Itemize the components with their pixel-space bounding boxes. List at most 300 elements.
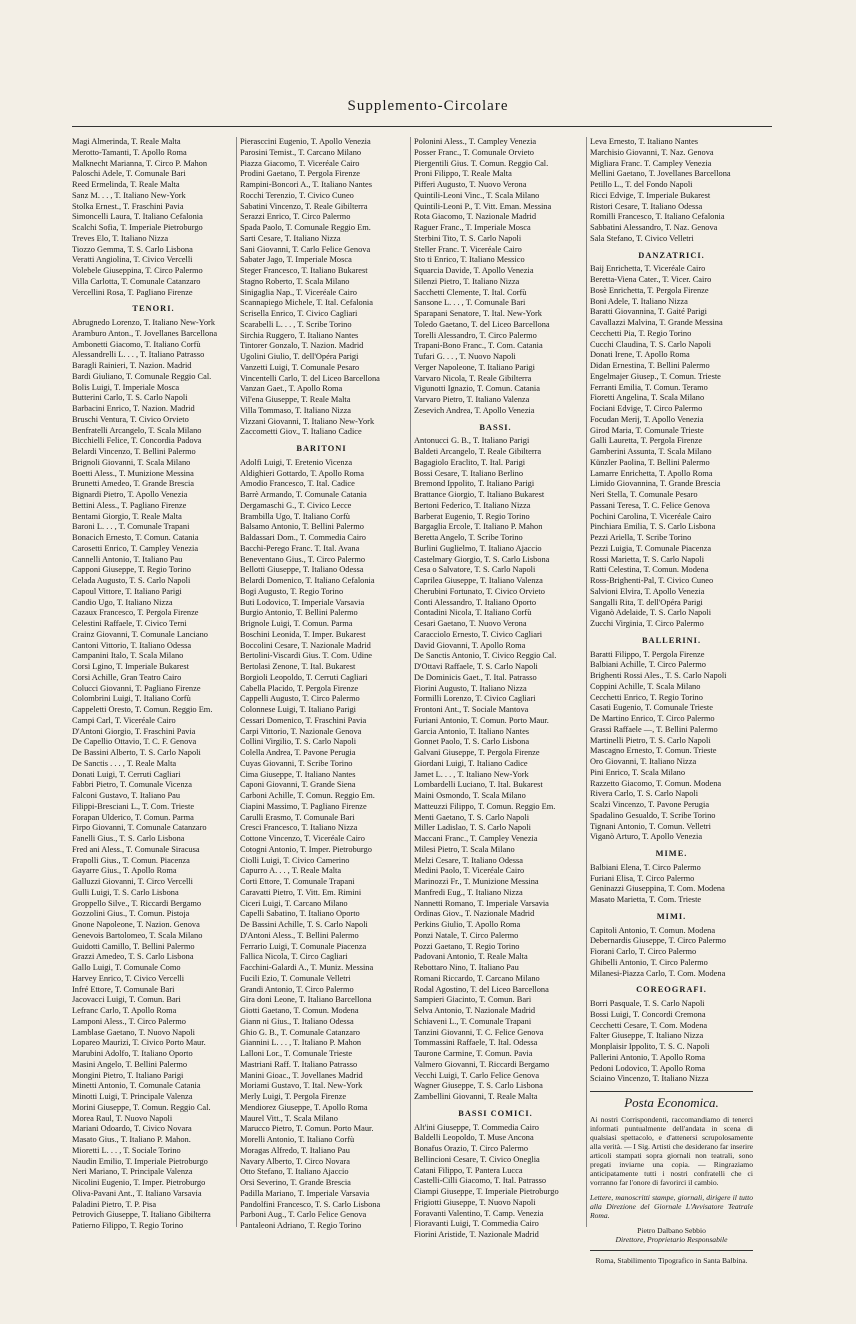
list-item: Baratti Filippo, T. Pergola Firenze [590,649,705,659]
list-item: Minotti Luigi, T. Principale Valenza [72,1092,193,1101]
section-heading: BALLERINI. [641,635,702,645]
list-item: Salvioni Elvira, T. Apollo Venezia [590,586,705,596]
list-item: Frapolli Gius., T. Comun. Piacenza [72,855,190,865]
list-item: Fred ani Aless., T. Comunale Siracusa [72,844,200,854]
list-item: Sciaino Vincenzo, T. Italiano Nizza [590,1074,709,1084]
list-item: Ponzi Natale, T. Circo Palermo [414,930,519,940]
list-item: Frontoni Ant., T. Sociale Mantova [414,705,529,714]
list-item: Belardi Vincenzo, T. Bellini Palermo [72,447,196,456]
list-item: Bossi Cesare, T. Italiano Berlino [414,468,524,478]
list-item: Schiaveni L., T. Comunale Trapani [414,1016,532,1026]
section-heading: COREOGRAFI. [636,985,707,995]
list-item: Benfratelli Arcangelo, T. Scala Milano [72,425,202,435]
list-item: Capponi Giuseppe, T. Regio Torino [72,565,191,575]
list-item: Campanini Italo, T. Scala Milano [72,651,184,661]
list-item: Masini Angelo, T. Bellini Palermo [72,1059,188,1069]
list-item: Caponi Giovanni, T. Grande Siena [240,780,356,790]
list-item: De Sanctis Antonio, T. Civico Reggio Cal. [414,651,557,661]
list-item: Moragas Alfredo, T. Italiano Pau [240,1145,350,1155]
list-item: Sirchia Ruggero, T. Italiano Nantes [240,330,359,340]
list-item: Sala Stefano, T. Civico Velletri [590,233,694,243]
list-item: Ricci Edvige, T. Imperiale Bukarest [590,190,711,200]
list-item: Celada Augusto, T. S. Carlo Napoli [72,576,191,585]
list-item: Scarabelli L. . . , T. Scribe Torino [240,319,352,329]
section-heading: TENORI. [132,304,175,314]
list-item: Cabella Placido, T. Pergola Firenze [240,683,359,693]
list-item: Castelli-Cilli Giacomo, T. Ital. Patrasso [414,1176,547,1186]
list-item: Fabbri Pietro, T. Comunale Vicenza [72,780,192,790]
list-item: Steger Francesco, T. Italiano Bukarest [240,266,368,275]
list-item: Ciceri Luigi, T. Carcano Milano [240,898,348,908]
list-item: Cappeletti Oresto, T. Comun. Reggio Em. [72,705,213,714]
list-item: Groppello Silve., T. Riccardi Bergamo [72,898,202,908]
list-item: De Dominicis Gaet., T. Ital. Patrasso [414,672,537,682]
list-item: Quintili-Leoni P., T. Vitt. Eman. Messina [414,201,552,211]
column-3 [414,137,577,1241]
list-item: Mellini Gaetano, T. Jovellanes Barcellona [590,169,731,179]
list-item: Sarti Cesare, T. Italiano Nizza [240,233,341,243]
list-item: Brighenti Rossi Ales., T. S. Carlo Napoli [590,671,727,680]
list-item: Selva Antonio, T. Nazionale Madrid [414,1006,536,1015]
list-item: D'Antoni Giorgio, T. Fraschini Pavia [72,726,196,736]
list-item: Villa Tommaso, T. Italiano Nizza [240,405,352,415]
list-item: Monplaisir Ippolito, T. S. C. Napoli [590,1042,710,1051]
list-item: Cottone Vincenzo, T. Viceréale Cairo [240,834,365,843]
list-item: Colella Andrea, T. Pavone Perugia [240,748,356,757]
list-item: Ratti Celestina, T. Comun. Modena [590,565,709,575]
list-item: Reed Ermelinda, T. Reale Malta [72,180,180,189]
list-item: Cecchetti Enrico, T. Regio Torino [590,692,703,702]
column-divider [410,137,411,1227]
list-item: Borgioli Leopoldo, T. Cerruti Cagliari [240,672,368,682]
list-item: Brattance Giorgio, T. Italiano Bukarest [414,490,545,499]
list-item: Fiorini Augusto, T. Italiano Nizza [414,683,527,693]
list-item: Focudan Merij, T. Apollo Venezia [590,414,704,424]
list-item: Pozzi Gaetano, T. Regio Torino [414,941,520,951]
list-item: Aldighieri Gottardo, T. Apollo Roma [240,468,364,478]
list-item: Cesa o Salvatore, T. S. Carlo Napoli [414,565,536,575]
list-item: Cessari Domenico, T. Fraschini Pavia [240,715,367,725]
list-item: Treves Elo, T. Italiano Nizza [72,233,169,243]
list-item: Künzler Paolina, T. Bellini Palermo [590,457,710,467]
list-item: Beneventano Gius., T. Circo Palermo [240,554,366,564]
list-item: Lefranc Carlo, T. Apollo Roma [72,1006,177,1015]
list-item: Caprilea Giuseppe, T. Italiano Valenza [414,576,543,585]
list-item: Fiorani Carlo, T. Circo Palermo [590,947,697,956]
list-item: Burgio Antonio, T. Bellini Palermo [240,608,358,618]
list-item: Firpo Giovanni, T. Comunale Catanzaro [72,823,207,833]
list-item: Cuyas Giovanni, T. Scribe Torino [240,758,353,768]
list-item: Jamet L. . . , T. Italiano New-York [414,769,529,779]
list-item: Sampieri Giacinto, T. Comun. Bari [414,995,532,1005]
list-item: Didan Ernestina, T. Bellini Palermo [590,361,710,370]
list-item: Marchisio Giovanni, T. Naz. Genova [590,147,714,157]
list-item: Caracciolo Ernesto, T. Civico Cagliari [414,629,543,639]
list-item: Corsi Achille, Gran Teatro Cairo [72,672,182,682]
list-item: Pedoni Lodovico, T. Apollo Roma [590,1063,706,1073]
list-item: Quintili-Leoni Vinc., T. Scala Milano [414,190,540,200]
list-item: Malknecht Marianna, T. Circo P. Mahon [72,158,208,168]
list-item: Taurone Carmine, T. Comun. Pavia [414,1049,533,1058]
list-item: Grandi Antonio, T. Circo Palermo [240,984,354,994]
list-item: Padovani Antonio, T. Reale Malta [414,952,528,962]
list-item: Volebele Giuseppina, T. Circo Palermo [72,266,203,275]
list-item: Pini Enrico, T. Scala Milano [590,767,686,777]
list-item: Raguer Franc., T. Imperiale Mosca [414,223,531,232]
list-item: Zesevich Andrea, T. Apollo Venezia [414,405,535,415]
list-item: Bacchi-Perego Franc. T. Ital. Avana [240,543,360,553]
list-item: Sangalli Rita, T. dell'Opéra Parigi [590,597,703,607]
list-item: Galvani Giuseppe, T. Pergola Firenze [414,748,540,757]
list-item: Zambellini Giovanni, T. Reale Malta [414,1092,538,1101]
list-item: Melzi Cesare, T. Italiano Odessa [414,855,523,865]
list-item: Manini Gioac., T. Jovellanes Madrid [240,1070,363,1080]
list-item: Sabatini Vincenzo, T. Reale Gibilterra [240,201,368,211]
list-item: Frigiotti Giuseppe, T. Nuovo Napoli [414,1197,536,1207]
list-item: Marinozzi Fr., T. Munizione Messina [414,877,539,886]
list-item: Vil'ena Giuseppe, T. Reale Malta [240,395,351,404]
section-heading: MIME. [655,849,688,858]
list-item: Capitoli Antonio, T. Comun. Modena [590,925,716,935]
list-item: Ghibelli Antonio, T. Circo Palermo [590,957,708,967]
list-item: Sabbatini Alessandro, T. Naz. Genova [590,223,718,232]
list-item: Pierasccini Eugenio, T. Apollo Venezia [240,137,371,146]
list-item: Rebottaro Nino, T. Italiano Pau [414,963,519,972]
list-item: Gozzolini Gius., T. Comun. Pistoja [72,909,190,919]
list-item: Orsi Severino, T. Grande Brescia [240,1178,351,1187]
list-item: Cecchetti Pia, T. Regio Torino [590,328,692,338]
list-item: Carboni Achille, T. Comun. Reggio Em. [240,791,375,800]
list-item: Debernardis Giuseppe, T. Circo Palermo [590,936,726,946]
list-item: De Bassini Achille, T. S. Carlo Napoli [240,920,368,929]
list-item: Conti Alessandro, T. Italiano Oporto [414,597,537,607]
list-item: Bertoni Federico, T. Italiano Nizza [414,500,531,510]
list-item: Amodio Francesco, T. Ital. Cadice [240,479,355,489]
list-item: Grazzi Amedeo, T. S. Carlo Lisbona [72,952,194,962]
list-item: Rota Giacomo, T. Nazionale Madrid [414,212,537,222]
list-item: Contadini Nicola, T. Italiano Corfù [414,608,532,618]
list-item: De Capellio Ottavio, T. C. F. Genova [72,737,197,747]
list-item: Boccolini Cesare, T. Nazionale Madrid [240,640,371,650]
list-item: Colombrini Luigi, T. Italiano Corfù [72,694,191,704]
list-item: Leva Ernesto, T. Italiano Nantes [590,137,699,146]
list-item: Balbiani Elena, T. Circo Palermo [590,862,701,872]
list-item: Vanzan Gaet., T. Apollo Roma [240,384,343,394]
list-item: Bonafus Orazio, T. Circo Palermo [414,1144,529,1153]
notice-body: Ai nostri Corrispondenti, raccomandiamo di tenerci informati puntualmente dell'andata in scena di qualsiasi spettacolo, e d'attenersi scrupolosamente alla verità. — I Sig. Artisti che desiderano far inserire articoli stampati sopra giornali non teatrali, sono pregati inviarne una copia. — Ringraziamo anticipatamente tutti i nostri confratelli che ci vorranno far l'onore di favorirci il cambio. [590,1114,753,1187]
list-item: Ordinas Giov., T. Nazionale Madrid [414,909,535,919]
list-item: Capurro A. . . , T. Reale Malta [240,866,342,876]
list-item: Brunetti Amedeo, T. Grande Brescia [72,479,195,489]
list-item: Gayarre Gius., T. Apollo Roma [72,866,177,876]
list-item: Piergentili Gius. T. Comun. Reggio Cal. [414,158,549,168]
list-item: Crainz Giovanni, T. Comunale Lanciano [72,629,208,639]
list-item: Tintorer Gonzalo, T. Nazion. Madrid [240,341,364,351]
list-item: Bicchielli Felice, T. Concordia Padova [72,436,202,446]
list-item: Limido Giovannina, T. Grande Brescia [590,479,721,489]
list-item: Vecchi Luigi, T. Carlo Felice Genova [414,1070,540,1080]
list-item: Carosetti Enrico, T. Campley Venezia [72,543,199,553]
list-item: Lamponi Aless., T. Circo Palermo [72,1016,186,1026]
list-item: Formilli Lorenzo, T. Civico Cagliari [414,694,536,704]
list-item: Borri Pasquale, T. S. Carlo Napoli [590,999,705,1008]
list-item: Petrovich Giuseppe, T. Italiano Gibilterra [72,1210,211,1220]
list-item: Butterini Carlo, T. S. Carlo Napoli [72,393,188,403]
list-item: Gira doni Leone, T. Italiano Barcellona [240,995,372,1005]
list-item: Varvaro Nicola, T. Reale Gibilterra [414,373,532,383]
list-item: Spadalino Gesualdo, T. Scribe Torino [590,810,716,820]
list-item: Filippi-Bresciani L., T. Com. Trieste [72,801,195,811]
list-item: Ghio G. B., T. Comunale Catanzaro [240,1027,360,1037]
list-item: Alessandrelli L. . . , T. Italiano Patrasso [72,350,205,360]
list-item: Bargaglia Ercole, T. Italiano P. Mahon [414,522,543,532]
list-item: Fucili Ezio, T. Comunale Velletri [240,973,351,983]
list-item: Padilla Mariano, T. Imperiale Varsavia [240,1188,370,1198]
list-item: De Sanctis . . . , T. Reale Malta [72,758,177,768]
list-item: Merotto-Tamanti, T. Apollo Roma [72,147,187,157]
list-item: Cannelli Antonio, T. Italiano Pau [72,554,183,564]
list-item: Campi Carl, T. Viceréale Cairo [72,715,176,725]
column-1 [72,137,235,1232]
list-item: Falter Giuseppe, T. Italiano Nizza [590,1031,704,1041]
list-item: Carulli Erasmo, T. Comunale Bari [240,812,355,822]
list-item: Pochini Carolina, T. Viceréale Cairo [590,511,712,521]
list-item: Antonucci G. B., T. Italiano Parigi [414,436,530,446]
list-item: Jacovacci Luigi, T. Comun. Bari [72,995,181,1005]
list-item: Romani Riccardo, T. Carcano Milano [414,973,540,983]
list-item: Scannapiego Michele, T. Ital. Cefalonia [240,298,373,308]
list-item: Girod Maria, T. Comunale Trieste [590,425,704,435]
list-item: Marubini Adolfo, T. Italiano Oporto [72,1049,193,1058]
list-item: Alt'ini Giuseppe, T. Commedia Cairo [414,1122,539,1132]
list-item: Galli Lauretta, T. Pergola Firenze [590,436,703,446]
list-item: Corsi Lgino, T. Imperiale Bukarest [72,662,189,671]
list-item: Brignole Luigi, T. Comun. Parma [240,619,353,628]
list-item: Abrugnedo Lorenzo, T. Italiano New-York [72,318,216,327]
list-item: Cappelli Augusto, T. Circo Palermo [240,694,360,704]
list-item: Perkins Giulio, T. Apollo Roma [414,920,521,929]
list-item: Patierno Filippo, T. Regio Torino [72,1221,184,1230]
list-item: Ferranti Emilia, T. Comun. Teramo [590,382,708,392]
list-item: Cotogni Antonio, T. Imper. Pietroburgo [240,844,372,854]
list-item: Lopareo Maurizi, T. Civico Porto Maur. [72,1038,206,1048]
list-item: Paladini Pietro, T. P. Pisa [72,1199,157,1209]
list-item: Lalloni Lor., T. Comunale Trieste [240,1049,353,1058]
list-item: Baldassari Dom., T. Commedia Cairo [240,533,366,542]
list-item: Ciolli Luigi, T. Civico Camerino [240,855,350,865]
list-item: Capoul Vittore, T. Italiano Parigi [72,586,182,596]
list-item: Nannetti Romano, T. Imperiale Varsavia [414,898,549,908]
list-item: Sacchetti Clemente, T. Ital. Corfù [414,287,527,297]
list-item: Merly Luigi, T. Pergola Firenze [240,1092,347,1101]
list-item: Bardi Giuliano, T. Comunale Reggio Cal. [72,371,212,381]
list-item: Rampini-Boncori A., T. Italiano Nantes [240,180,373,189]
list-item: Bentami Giorgio, T. Reale Malta [72,511,182,521]
list-item: Ciapini Massimo, T. Pagliano Firenze [240,801,367,811]
list-item: Valmero Giovanni, T. Riccardi Bergamo [414,1059,550,1069]
list-item: Zucchi Virginia, T. Circo Palermo [590,619,704,628]
column-2 [240,137,403,1232]
list-item: Sparapani Senatore, T. Ital. New-York [414,309,542,318]
list-item: Mioretti L. . . , T. Sociale Torino [72,1145,181,1155]
list-item: Baldeti Arcangelo, T. Reale Gibilterra [414,447,542,456]
list-item: Pezzi Ariella, T. Scribe Torino [590,533,692,542]
list-item: Vanzetti Luigi, T. Comunale Pesaro [240,362,360,372]
list-item: Menti Gaetano, T. S. Carlo Napoli [414,812,530,822]
list-item: Manfredi Eug., T. Italiano Nizza [414,887,523,897]
list-item: Facchini-Galardi A., T. Muniz. Messina [240,963,374,972]
list-item: Gallo Luigi, T. Comunale Como [72,963,181,972]
list-item: Lamblase Gaetano, T. Nuovo Napoli [72,1027,195,1037]
list-item: Fallica Nicola, T. Circo Cagliari [240,952,348,962]
list-item: Giann ni Gius., T. Italiano Odessa [240,1016,354,1026]
list-item: Fiorini Aristide, T. Nazionale Madrid [414,1230,539,1239]
list-item: Cantoni Vittorio, T. Italiano Odessa [72,640,192,650]
list-item: Fioretti Angelina, T. Scala Milano [590,393,705,403]
list-item: D'Antoni Aless., T. Bellini Palermo [240,930,359,940]
list-item: Viganò Arturo, T. Apollo Venezia [590,832,703,842]
list-item: Baldelli Leopoldo, T. Muse Ancona [414,1133,534,1143]
list-item: Gamberini Assunta, T. Scala Milano [590,447,712,456]
list-item: Barbacini Enrico, T. Nazion. Madrid [72,404,195,413]
list-item: Cazaux Francesco, T. Pergola Firenze [72,608,199,618]
list-item: Donati Luigi, T. Cerruti Cagliari [72,769,181,779]
printer-footer: Roma, Stabilimento Tipografico in Santa Balbina. [590,1250,753,1267]
list-item: Ambonetti Giacomo, T. Italiano Corfù [72,339,201,349]
list-item: Posser Franc., T. Comunale Orvieto [414,147,534,157]
list-item: Navary Alberto, T. Circo Novara [240,1156,350,1166]
list-item: Cesari Gaetano, T. Nuovo Verona [414,619,527,628]
list-item: Naudin Emilio, T. Imperiale Pietroburgo [72,1156,208,1166]
list-item: Sinigaglia Nap., T. Viceréale Cairo [240,287,357,297]
list-item: Medini Paolo, T. Viceréale Cairo [414,866,525,876]
list-item: Bertolini-Viscardi Gius. T. Com. Udine [240,651,373,661]
list-item: Infré Ettore, T. Comunale Bari [72,984,175,994]
list-item: Razzetto Giacomo, T. Comun. Modena [590,778,722,788]
list-item: Villa Carlotta, T. Comunale Catanzaro [72,276,201,286]
list-item: Burlini Guglielmo, T. Italiano Ajaccio [414,543,542,553]
list-item: Paloschi Adele, T. Comunale Bari [72,169,186,179]
list-item: Lamarre Enrichetta, T. Apollo Roma [590,468,713,478]
list-item: Bertolasi Zenone, T. Ital. Bukarest [240,662,356,671]
list-item: Gulli Luigi, T. S. Carlo Lisbona [72,887,179,897]
list-item: Bellincioni Cesare, T. Civico Oneglia [414,1154,540,1164]
section-heading: DANZATRICI. [638,250,705,260]
list-item: Colonnese Luigi, T. Italiano Parigi [240,705,356,714]
list-item: Ristori Cesare, T. Italiano Odessa [590,201,703,211]
list-item: Vizzani Giovanni, T. Italiano New-York [240,416,375,426]
list-item: Milanesi-Piazza Carlo, T. Com. Modena [590,968,726,978]
list-item: Corti Ettore, T. Comunale Trapani [240,877,355,886]
list-item: Catani Filippo, T. Pantera Lucca [414,1165,523,1175]
list-item: David Giovanni, T. Apollo Roma [414,640,526,650]
column-4-entries [590,137,753,1085]
list-item: Viganò Adelaide, T. S. Carlo Napoli [590,608,712,618]
list-item: Bosè Enrichetta, T. Pergola Firenze [590,285,709,295]
list-item: Martinelli Pietro, T. S. Carlo Napoli [590,735,711,745]
section-heading: MIMI. [656,911,687,921]
list-item: Mendiorez Giuseppe, T. Apollo Roma [240,1102,368,1112]
section-heading: BASSI COMICI. [458,1108,533,1118]
list-item: Squarcia Davide, T. Apollo Venezia [414,266,534,275]
list-item: Celestini Raffaele, T. Civico Terni [72,619,187,628]
list-item: Bossi Luigi, T. Concordi Cremona [590,1009,706,1019]
list-item: Caravatti Pietro, T. Vitt. Em. Rimini [240,887,362,897]
list-item: Balbiani Achille, T. Circo Palermo [590,660,706,670]
list-item: Bogi Augusto, T. Regio Torino [240,586,344,596]
list-item: Harvey Enrico, T. Civico Vercelli [72,973,185,983]
list-item: Otto Stefano, T. Italiano Ajaccio [240,1167,349,1177]
list-item: Boni Adele, T. Italiano Nizza [590,296,688,306]
list-item: Baroni L. . . , T. Comunale Trapani [72,522,190,532]
list-item: Lombardelli Luciano, T. Ital. Bukarest [414,780,543,790]
column-4 [590,137,753,1267]
list-item: Baragli Rainieri, T. Nazion. Madrid [72,361,192,370]
list-item: Coppini Achille, T. Scala Milano [590,681,701,691]
list-item: Scalzi Vincenzo, T. Pavone Perugia [590,800,710,809]
list-item: Magi Almerinda, T. Reale Malta [72,137,181,146]
list-item: Petillo L., T. del Fondo Napoli [590,180,693,189]
list-item: Tiozzo Gemma, T. S. Carlo Lisbona [72,244,193,254]
list-item: Parboni Aug., T. Carlo Felice Genova [240,1210,367,1220]
list-item: Forapan Ulderico, T. Comun. Parma [72,812,194,822]
list-item: Barberat Eugenio, T. Regio Torino [414,511,530,521]
list-item: Fanelli Gius., T. S. Carlo Lisbona [72,834,185,843]
list-item: Oliva-Pavani Ant., T. Italiano Varsavia [72,1188,202,1198]
list-item: Sterbini Tito, T. S. Carlo Napoli [414,233,522,243]
list-item: Bettini Aless., T. Pagliano Firenze [72,500,187,510]
list-item: Zaccometti Giov., T. Italiano Cadice [240,427,362,437]
list-item: Brignoli Giovanni, T. Scala Milano [72,457,191,467]
list-item: De Bassini Alberto, T. S. Carlo Napoli [72,748,201,757]
list-item: Mariani Odoardo, T. Civico Novara [72,1124,192,1134]
list-item: Serazzi Enrico, T. Circo Palermo [240,212,351,222]
list-item: Bellotti Giuseppe, T. Italiano Odessa [240,565,364,575]
list-item: Matteuzzi Filippo, T. Comun. Reggio Em. [414,801,556,811]
list-item: Pifferi Augusto, T. Nuovo Verona [414,180,527,189]
signature-role: Direttore, Proprietario Responsabile [615,1234,728,1244]
list-item: Vigunotti Ignazio, T. Comun. Catania [414,384,540,394]
list-item: Maccani Franc., T. Campley Venezia [414,834,538,843]
list-item: Castelmary Giorgio, T. S. Carlo Lisbona [414,554,550,564]
list-item: D'Ottavi Raffaele, T. S. Carlo Napoli [414,662,538,671]
list-item: Romilli Francesco, T. Italiano Cefalonia [590,212,725,222]
list-item: Foravanti Valentino, T. Camp. Venezia [414,1208,544,1218]
list-item: Brambilla Ugo, T. Italiano Corfù [240,511,350,521]
list-item: Steller Franc. T. Viceréale Cairo [414,244,522,254]
list-item: Bonacich Ernesto, T. Comun. Catania [72,533,199,542]
list-item: Barrè Armando, T. Comunale Catania [240,490,367,499]
list-item: Ferrario Luigi, T. Comunale Piacenza [240,941,367,951]
list-item: Simoncelli Laura, T. Italiano Cefalonia [72,212,203,222]
list-item: Pantaleoni Adriano, T. Regio Torino [240,1221,362,1230]
list-item: Sansone L. . . , T. Comunale Bari [414,298,526,308]
list-item: Marucco Pietro, T. Comun. Porto Maur. [240,1124,374,1134]
list-item: Cima Giuseppe, T. Italiano Nantes [240,769,356,779]
list-item: Boetti Aless., T. Munizione Messina [72,468,194,478]
list-item: Bremond Ippolito, T. Italiano Parigi [414,479,535,489]
list-item: Aramburo Anton., T. Jovellanes Barcellona [72,328,218,338]
list-item: Cecchetti Cesare, T. Com. Modena [590,1020,708,1030]
list-item: Rocchi Terenzio, T. Civico Cuneo [240,190,354,200]
list-item: Milesi Pietro, T. Scala Milano [414,844,515,854]
notice-title: Posta Economica. [624,1095,719,1110]
list-item: Sanz M. . . , T. Italiano New-York [72,190,186,200]
list-item: Casati Eugenio, T. Comunale Trieste [590,703,713,713]
list-item: Engelmajer Giusep., T. Comun. Trieste [590,371,721,381]
list-item: Torelli Alessandro, T. Circo Palermo [414,330,537,340]
list-item: Buti Lodovico, T. Imperiale Varsavia [240,597,365,607]
